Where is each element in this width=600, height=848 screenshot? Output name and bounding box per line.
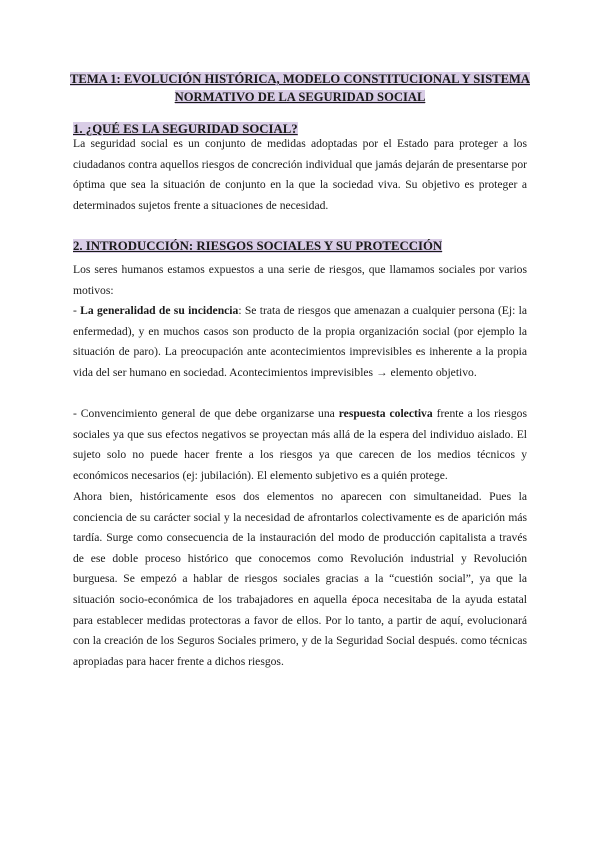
bullet-1-prefix: - bbox=[73, 304, 81, 317]
bullet-2-bold: respuesta colectiva bbox=[338, 407, 433, 420]
bullet-2-after: frente a los riesgos sociales ya que sus efectos negativos se proyectan más allá de la espera del individuo aislado. El sujeto solo no puede hacer frente a los riesgos ya que carecen de los medios técnicos y económicos necesarios (ej: jubilación). El elemento subjetivo es a quién protege. bbox=[73, 407, 527, 482]
title-line-1: TEMA 1: EVOLUCIÓN HISTÓRICA, MODELO CONSTITUCIONAL Y SISTEMA bbox=[70, 72, 530, 86]
bullet-2-before: - Convencimiento general de que debe organizarse una bbox=[73, 407, 339, 420]
bullet-1-bold: La generalidad de su incidencia bbox=[80, 304, 239, 317]
section-2-bullet-2 bbox=[73, 404, 527, 486]
section-2-bullet-1 bbox=[73, 301, 527, 383]
section-2-heading bbox=[73, 238, 442, 254]
section-2-intro: Los seres humanos estamos expuestos a una serie de riesgos, que llamamos sociales por varios motivos: bbox=[73, 263, 527, 297]
section-1-heading-text: 1. ¿QUÉ ES LA SEGURIDAD SOCIAL? bbox=[73, 122, 298, 136]
section-2-heading-text: 2. INTRODUCCIÓN: RIESGOS SOCIALES Y SU PROTECCIÓN bbox=[73, 239, 443, 253]
section-1-paragraph: La seguridad social es un conjunto de medidas adoptadas por el Estado para proteger a los ciudadanos contra aquellos riesgos de concreción individual que jamás dejarán de presentarse por óptima que sea la situación de conjunto en la que la sociedad viva. Su objetivo es proteger a determinados sujetos frente a situaciones de necesidad. bbox=[73, 137, 527, 212]
bullet-1-text: : Se trata de riesgos que amenazan a cualquier persona (Ej: la enfermedad), y en muchos casos son producto de la propia organización social (por ejemplo la situación de paro). La preocupación ante acontecimientos imprevisibles es inherente a la propia vida del ser humano en sociedad. Acontecimientos imprevisibles → elemento objetivo. bbox=[73, 304, 527, 379]
document-title bbox=[60, 70, 540, 106]
title-line-2: NORMATIVO DE LA SEGURIDAD SOCIAL bbox=[174, 90, 426, 104]
section-2-closing-paragraph: Ahora bien, históricamente esos dos elementos no aparecen con simultaneidad. Pues la conciencia de su carácter social y la necesidad de afrontarlos colectivamente es de aparición más tardía. Surge como consecuencia de la instauración del modo de producción capitalista a través de ese doble proceso histórico que conocemos como Revolución industrial y Revolución burguesa. Se empezó a hablar de riesgos sociales gracias a la “cuestión social”, ya que la situación socio-económica de los trabajadores en aquella época necesitaba de la ayuda estatal para establecer medidas protectoras a favor de ellos. Por lo tanto, a partir de aquí, evolucionará con la creación de los Seguros Sociales primero, y de la Seguridad Social después. como técnicas apropiadas para hacer frente a dichos riesgos. bbox=[73, 490, 527, 668]
